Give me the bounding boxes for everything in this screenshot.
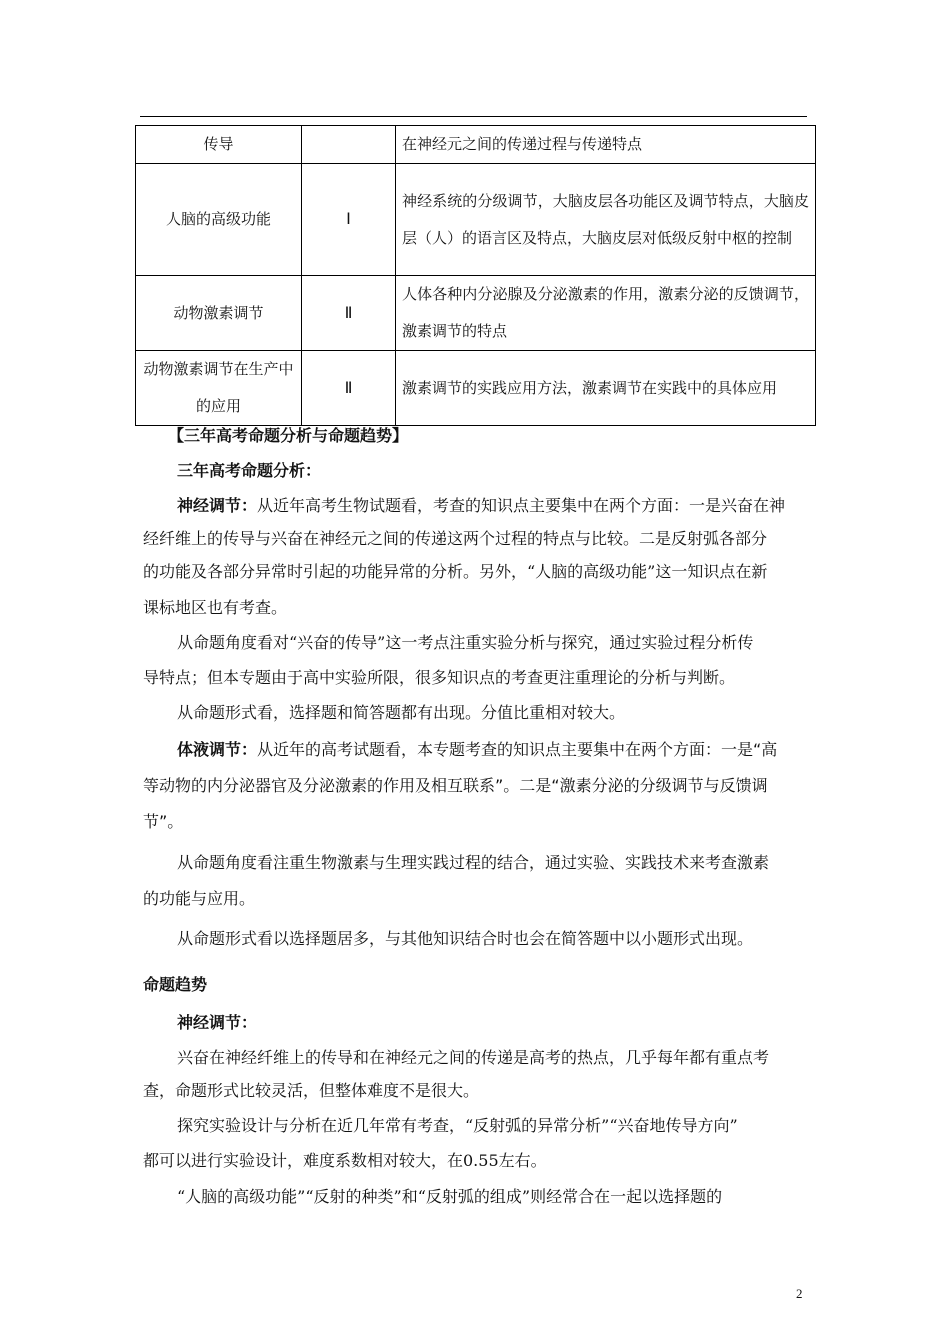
exam-point-table <box>135 125 816 426</box>
paragraph-line: 节”。 <box>143 812 184 831</box>
content-cell: 在神经元之间的传递过程与传递特点 <box>396 126 816 164</box>
header-rule <box>140 116 807 117</box>
paragraph-line: 兴奋在神经纤维上的传导和在神经元之间的传递是高考的热点，几乎每年都有重点考 <box>177 1048 770 1067</box>
paragraph-line: 经纤维上的传导与兴奋在神经元之间的传递这两个过程的特点与比较。二是反射弧各部分 <box>143 529 768 548</box>
paragraph-line: 课标地区也有考查。 <box>143 598 288 617</box>
level-cell <box>302 126 396 164</box>
table-row <box>136 351 816 426</box>
paragraph-line: “人脑的高级功能”“反射的种类”和“反射弧的组成”则经常合在一起以选择题的 <box>177 1187 723 1206</box>
paragraph-line: 从命题角度看注重生物激素与生理实践过程的结合，通过实验、实践技术来考查激素 <box>177 853 770 872</box>
paragraph-line: 的功能及各部分异常时引起的功能异常的分析。另外，“人脑的高级功能”这一知识点在新 <box>143 562 768 581</box>
level-cell: Ⅱ <box>302 351 396 426</box>
paragraph-line: 查，命题形式比较灵活，但整体难度不是很大。 <box>143 1081 480 1100</box>
section-subheading: 三年高考命题分析： <box>177 461 322 480</box>
topic-cell: 人脑的高级功能 <box>136 164 302 276</box>
section-heading: 【三年高考命题分析与命题趋势】 <box>168 426 409 445</box>
table-row <box>136 276 816 351</box>
content-cell: 激素调节的实践应用方法，激素调节在实践中的具体应用 <box>396 351 816 426</box>
topic-cell: 传导 <box>136 126 302 164</box>
level-cell: Ⅰ <box>302 164 396 276</box>
page-number: 2 <box>796 1286 803 1301</box>
paragraph-line: 都可以进行实验设计，难度系数相对较大，在0.55左右。 <box>143 1151 547 1170</box>
paragraph-line: 导特点；但本专题由于高中实验所限，很多知识点的考查更注重理论的分析与判断。 <box>143 668 736 687</box>
paragraph-line: 从命题角度看对“兴奋的传导”这一考点注重实验分析与探究，通过实验过程分析传 <box>177 633 754 652</box>
trend-neural-label: 神经调节： <box>177 1013 258 1032</box>
paragraph-line: 神经调节：从近年高考生物试题看，考查的知识点主要集中在两个方面：一是兴奋在神 <box>177 496 786 515</box>
level-cell: Ⅱ <box>302 276 396 351</box>
table-row <box>136 126 816 164</box>
topic-cell: 动物激素调节 <box>136 276 302 351</box>
paragraph-line: 等动物的内分泌器官及分泌激素的作用及相互联系”。二是“激素分泌的分级调节与反馈调 <box>143 776 768 795</box>
trend-heading: 命题趋势 <box>143 975 208 994</box>
humoral-label: 体液调节： <box>177 740 258 759</box>
content-cell: 神经系统的分级调节，大脑皮层各功能区及调节特点，大脑皮层（人）的语言区及特点，大脑皮层对低级反射中枢的控制 <box>396 164 816 276</box>
paragraph-line: 体液调节：从近年的高考试题看，本专题考查的知识点主要集中在两个方面：一是“高 <box>177 740 778 759</box>
paragraph-line: 探究实验设计与分析在近几年常有考查，“反射弧的异常分析”“兴奋地传导方向” <box>177 1116 738 1135</box>
topic-cell: 动物激素调节在生产中的应用 <box>136 351 302 426</box>
table-row <box>136 164 816 276</box>
paragraph-line: 从命题形式看以选择题居多，与其他知识结合时也会在简答题中以小题形式出现。 <box>177 929 754 948</box>
paragraph-line: 从命题形式看，选择题和简答题都有出现。分值比重相对较大。 <box>177 703 626 722</box>
content-cell: 人体各种内分泌腺及分泌激素的作用，激素分泌的反馈调节，激素调节的特点 <box>396 276 816 351</box>
paragraph-line: 的功能与应用。 <box>143 889 256 908</box>
neural-label: 神经调节： <box>177 496 258 515</box>
